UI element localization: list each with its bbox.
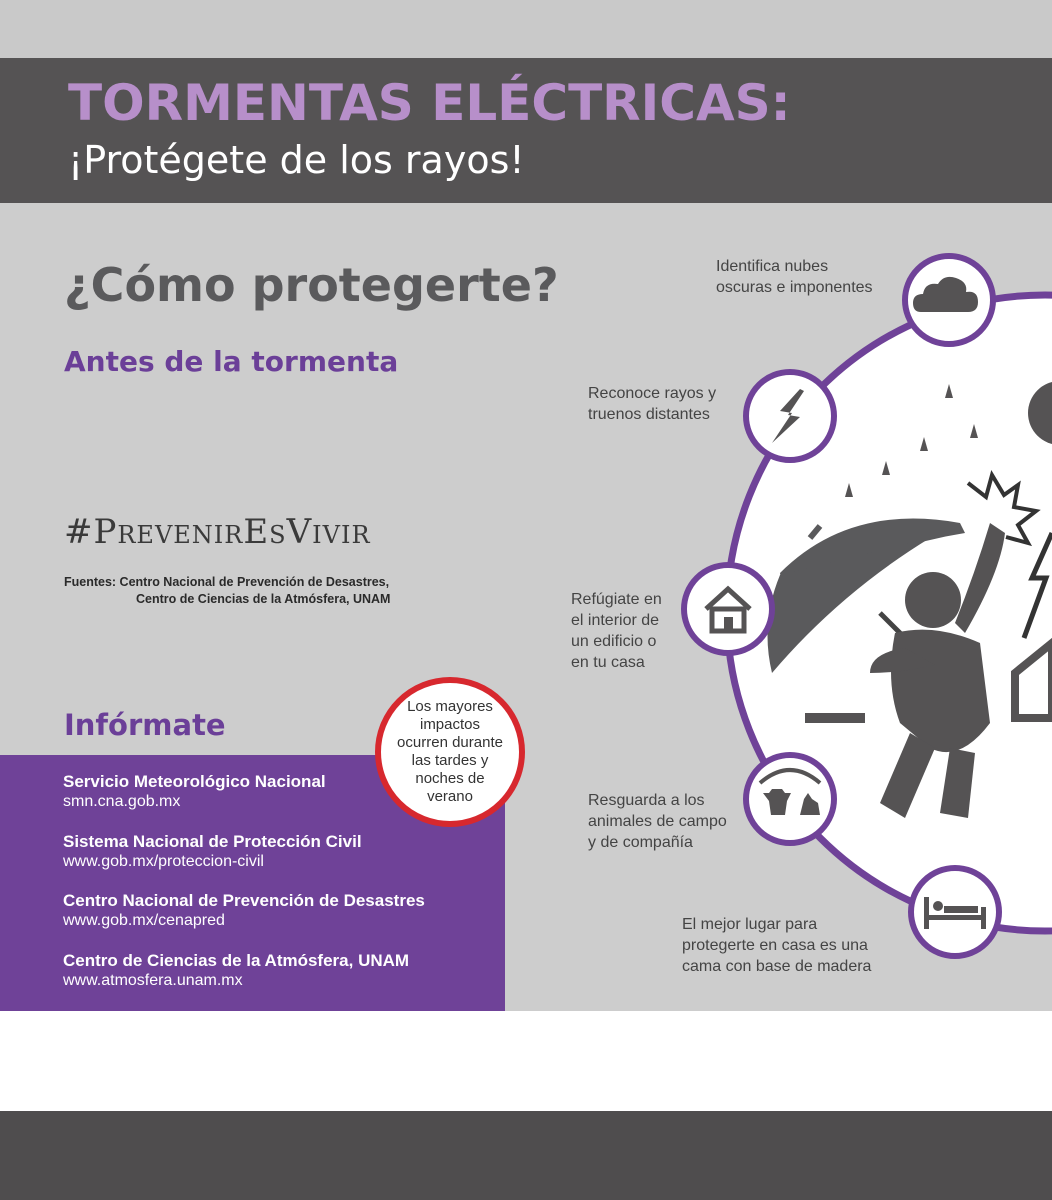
step-line: Resguarda a los [588, 792, 705, 809]
person-head [905, 572, 961, 628]
step-circle-lightning [746, 372, 834, 460]
link-name: Sistema Nacional de Protección Civil [63, 832, 362, 851]
summer-warning-badge [375, 677, 525, 827]
step-line: cama con base de madera [682, 958, 872, 975]
link-url[interactable]: www.gob.mx/cenapred [63, 912, 225, 929]
step-line: en tu casa [571, 654, 645, 671]
step-line: y de compañía [588, 834, 693, 851]
step-circle-bed [911, 868, 999, 956]
informate-heading: Infórmate [64, 708, 226, 742]
link-url[interactable]: www.atmosfera.unam.mx [63, 972, 243, 989]
step-text-animals [588, 790, 727, 853]
step-line: Refúgiate en [571, 591, 662, 608]
step-circle-house [684, 565, 772, 653]
step-line: truenos distantes [588, 406, 710, 423]
link-name: Servicio Meteorológico Nacional [63, 772, 326, 791]
bottom-bar [0, 1111, 1052, 1200]
ground-line [805, 713, 865, 723]
top-strip [0, 0, 1052, 58]
step-circle-cloud [905, 256, 993, 344]
step-circle-animals [746, 755, 834, 843]
link-item [63, 890, 425, 931]
link-item [63, 950, 409, 991]
link-name: Centro Nacional de Prevención de Desastres [63, 891, 425, 910]
step-line: El mejor lugar para [682, 916, 818, 933]
step-text-bed [682, 914, 871, 977]
sources-line: Centro de Ciencias de la Atmósfera, UNAM [136, 592, 391, 606]
step-line: el interior de [571, 612, 660, 629]
link-item [63, 771, 326, 812]
step-line: oscuras e imponentes [716, 279, 873, 296]
link-name: Centro de Ciencias de la Atmósfera, UNAM [63, 951, 410, 970]
step-line: Identifica nubes [716, 258, 829, 275]
page-title: TORMENTAS ELÉCTRICAS: [68, 74, 791, 132]
step-line: un edificio o [571, 633, 657, 650]
link-item [63, 831, 362, 872]
subsection-heading: Antes de la tormenta [64, 345, 399, 378]
step-line: animales de campo [588, 813, 727, 830]
link-url[interactable]: smn.cna.gob.mx [63, 793, 181, 810]
page-subtitle: ¡Protégete de los rayos! [68, 138, 525, 182]
step-text-lightning [588, 383, 716, 425]
sources-note [64, 574, 390, 608]
hashtag: #PrevenirEsVivir [64, 512, 371, 552]
step-text-clouds [716, 256, 873, 298]
step-line: Reconoce rayos y [588, 385, 717, 402]
link-url[interactable]: www.gob.mx/proteccion-civil [63, 853, 264, 870]
badge-text: Los mayores impactos ocurren durante las tardes y noches de verano [397, 698, 503, 805]
white-band [0, 1011, 1052, 1111]
section-heading: ¿Cómo protegerte? [64, 258, 559, 312]
sources-line: Fuentes: Centro Nacional de Prevención de Desastres, [64, 575, 390, 589]
step-text-shelter [571, 589, 662, 673]
step-line: protegerte en casa es una [682, 937, 868, 954]
